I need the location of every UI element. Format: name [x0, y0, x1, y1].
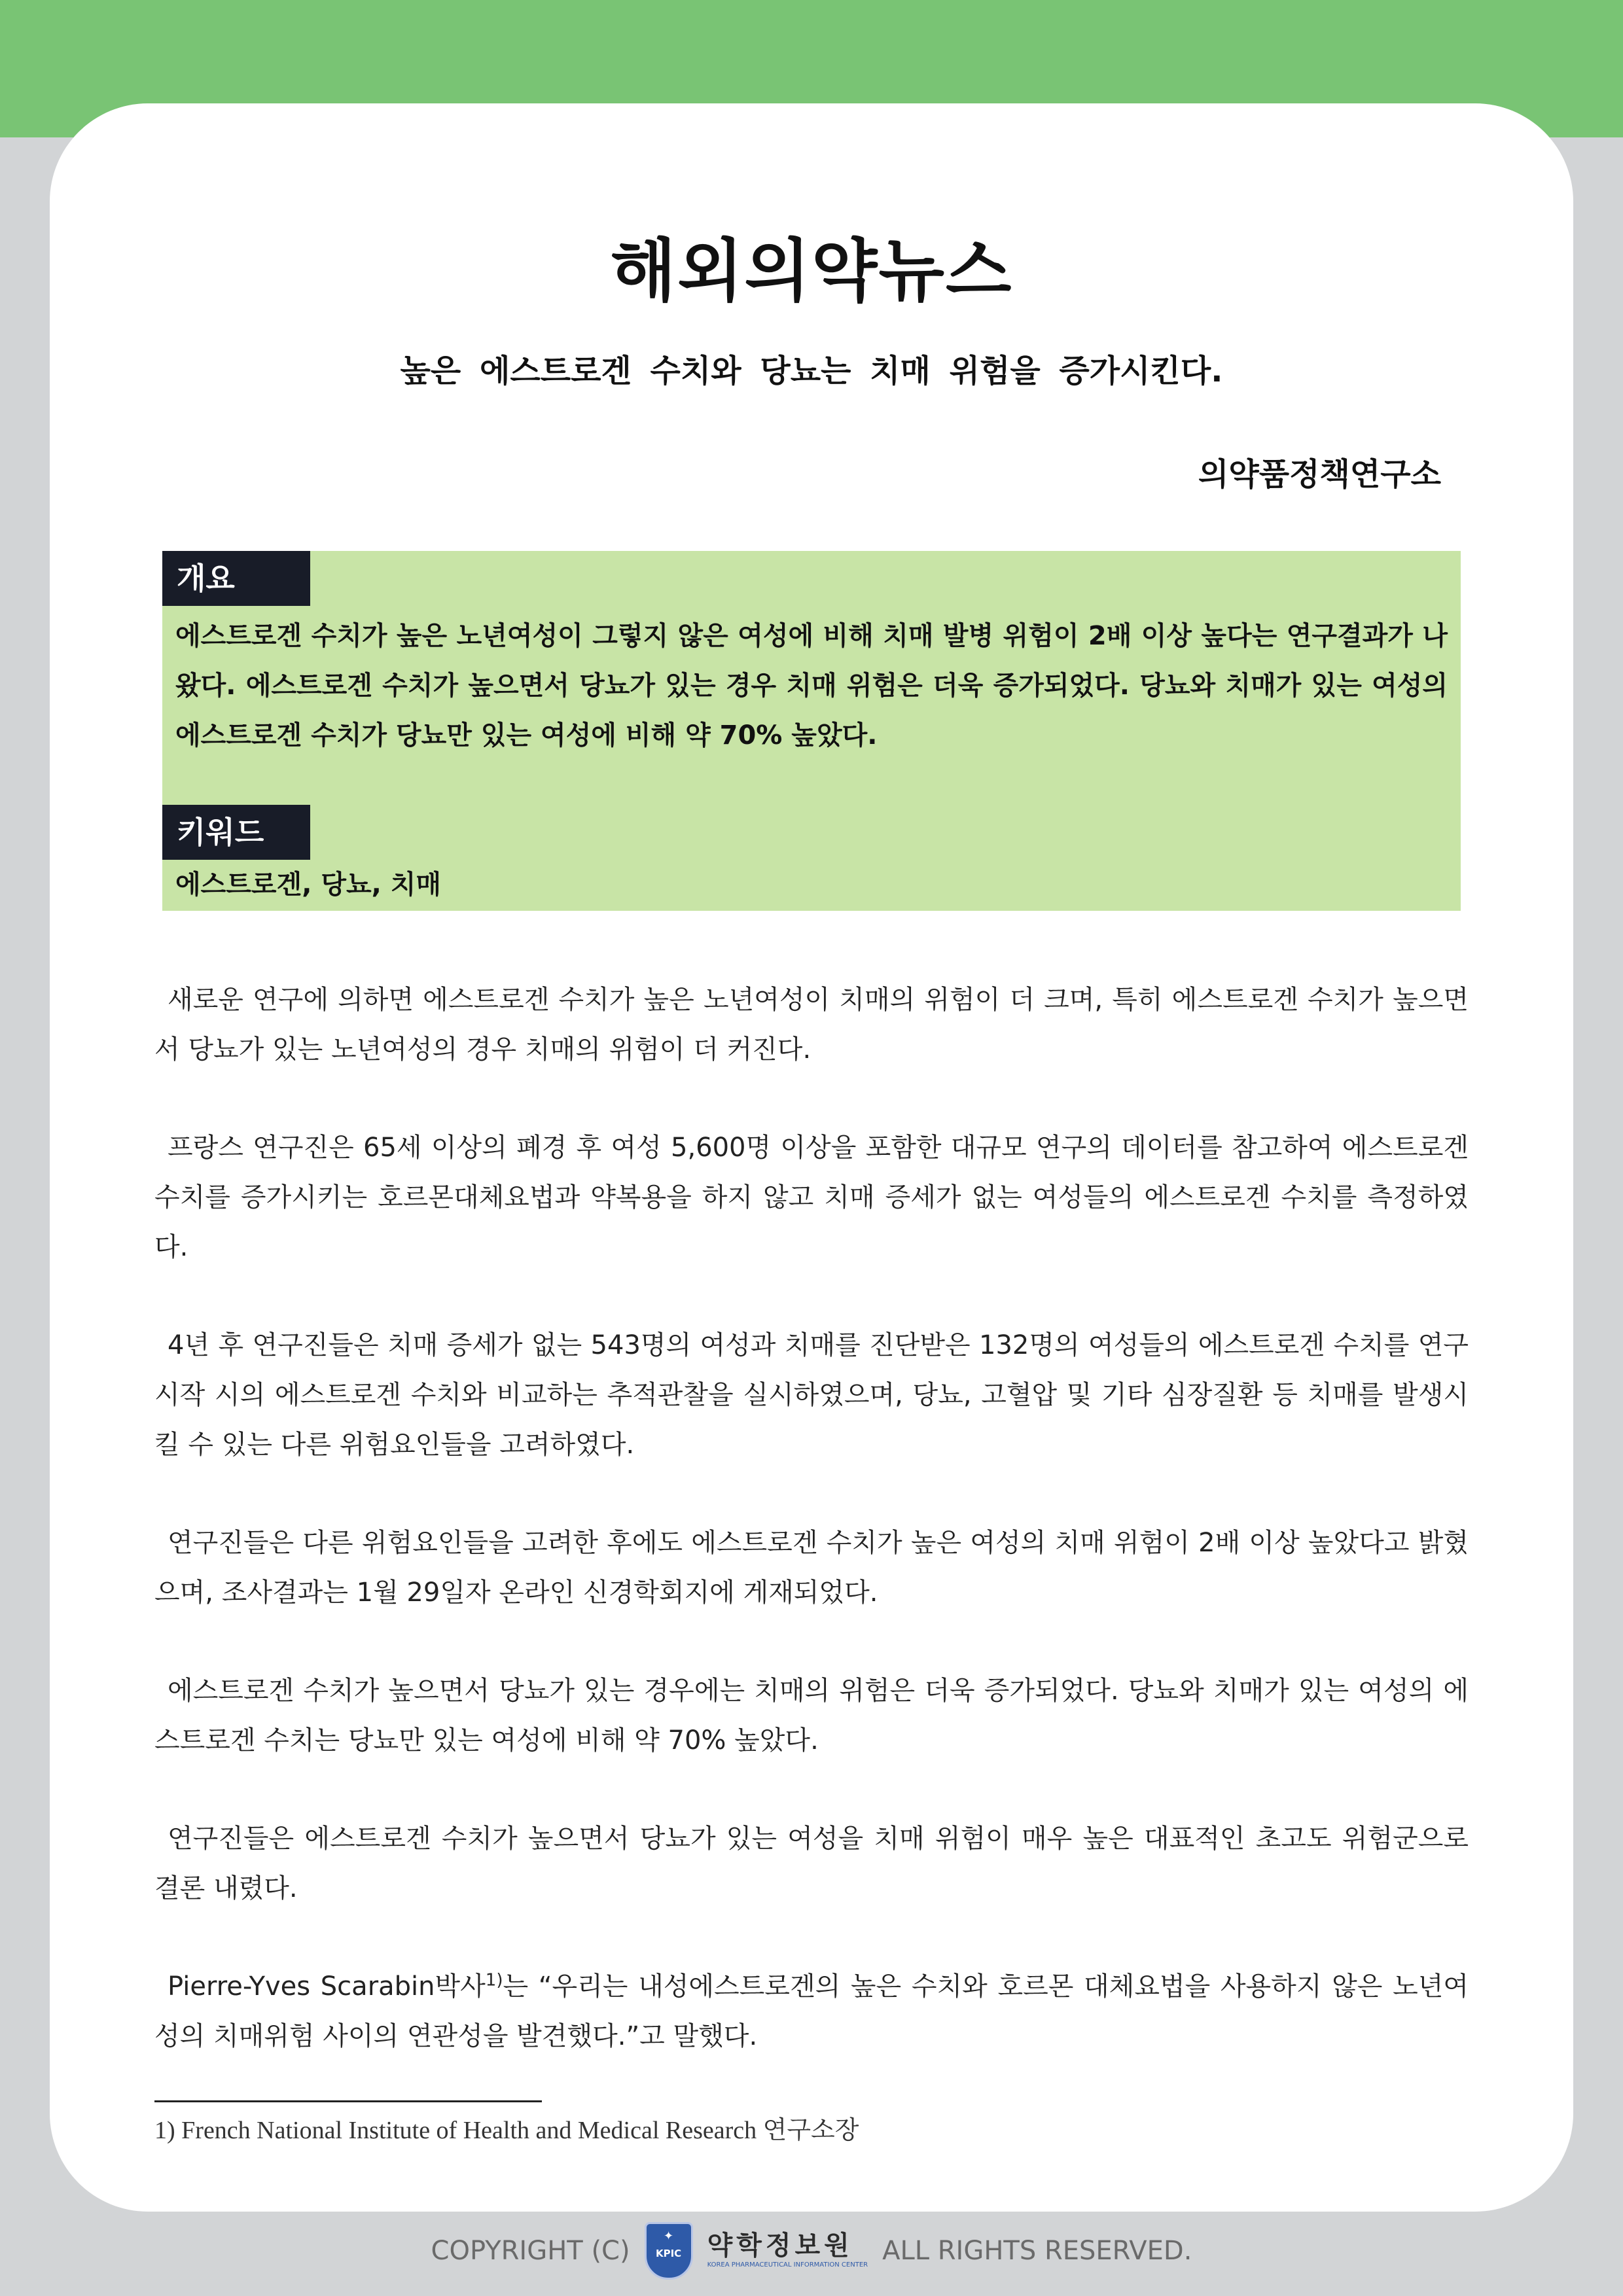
logo-korean: 약학정보원 — [707, 2231, 853, 2261]
paragraph: 연구진들은 에스트로겐 수치가 높으면서 당뇨가 있는 여성을 치매 위험이 매우 높은 대표적인 초고도 위험군으로 결론 내렸다. — [154, 1824, 1469, 1903]
keyword-text: 에스트로겐, 당뇨, 치매 — [175, 870, 442, 900]
quote-text: 는 “우리는 내성에스트로겐의 높은 수치와 호르몬 대체요법을 사용하지 않은 노년여성의 치매위험 사이의 연관성을 발견했다.”고 말했다. — [154, 1971, 1469, 2051]
footnote: 1) French National Institute of Health and Medical Research 연구소장 — [154, 2117, 859, 2144]
footnote-divider — [154, 2100, 542, 2102]
paragraph: 4년 후 연구진들은 치매 증세가 없는 543명의 여성과 치매를 진단받은 132명의 여성들의 에스트로겐 수치를 연구 시작 시의 에스트로겐 수치와 비교하는 추적관찰을 실시하였으며, 당뇨, 고혈압 및 기타 심장질환 등 치매를 발생시킬 수 있는 다른 위험요인들을 고려하였다. — [154, 1330, 1469, 1460]
kpic-shield-icon: ✦ KPIC — [645, 2222, 693, 2280]
footnote-ref[interactable]: 1) — [485, 1970, 503, 1990]
quote-speaker: Pierre-Yves Scarabin박사 — [168, 1971, 486, 2002]
logo-text — [707, 2231, 868, 2270]
article-headline: 높은 에스트로겐 수치와 당뇨는 치매 위험을 증가시킨다. — [400, 353, 1223, 389]
keyword-label: 키워드 — [162, 805, 310, 860]
logo-english: KOREA PHARMACEUTICAL INFORMATION CENTER — [707, 2261, 868, 2269]
summary-box — [162, 551, 1461, 911]
quote-paragraph — [154, 1962, 1469, 2061]
summary-label: 개요 — [162, 551, 310, 606]
paragraph: 연구진들은 다른 위험요인들을 고려한 후에도 에스트로겐 수치가 높은 여성의 치매 위험이 2배 이상 높았다고 밝혔으며, 조사결과는 1월 29일자 온라인 신경학회지에 게재되었다. — [154, 1528, 1469, 1608]
paragraph: 에스트로겐 수치가 높으면서 당뇨가 있는 경우에는 치매의 위험은 더욱 증가되었다. 당뇨와 치매가 있는 여성의 에스트로겐 수치는 당뇨만 있는 여성에 비해 약 70% 높았다. — [154, 1676, 1469, 1756]
article-body — [154, 975, 1469, 2110]
footer — [0, 2225, 1623, 2277]
page-title: 해외의약뉴스 — [610, 231, 1013, 311]
paragraph: 프랑스 연구진은 65세 이상의 폐경 후 여성 5,600명 이상을 포함한 대규모 연구의 데이터를 참고하여 에스트로겐 수치를 증가시키는 호르몬대체요법과 약복용을 하지 않고 치매 증세가 없는 여성들의 에스트로겐 수치를 측정하였다. — [154, 1133, 1469, 1262]
logo-emblem-text: KPIC — [655, 2248, 682, 2259]
copyright-right: ALL RIGHTS RESERVED. — [882, 2236, 1192, 2266]
author-org: 의약품정책연구소 — [1198, 456, 1441, 493]
paragraph: 새로운 연구에 의하면 에스트로겐 수치가 높은 노년여성이 치매의 위험이 더 크며, 특히 에스트로겐 수치가 높으면서 당뇨가 있는 노년여성의 경우 치매의 위험이 더 커진다. — [154, 985, 1469, 1065]
copyright-left: COPYRIGHT (C) — [431, 2236, 630, 2266]
summary-text: 에스트로겐 수치가 높은 노년여성이 그렇지 않은 여성에 비해 치매 발병 위험이 2배 이상 높다는 연구결과가 나왔다. 에스트로겐 수치가 높으면서 당뇨가 있는 경우 치매 위험은 더욱 증가되었다. 당뇨와 치매가 있는 여성의 에스트로겐 수치가 당뇨만 있는 여성에 비해 약 70% 높았다. — [175, 621, 1448, 751]
